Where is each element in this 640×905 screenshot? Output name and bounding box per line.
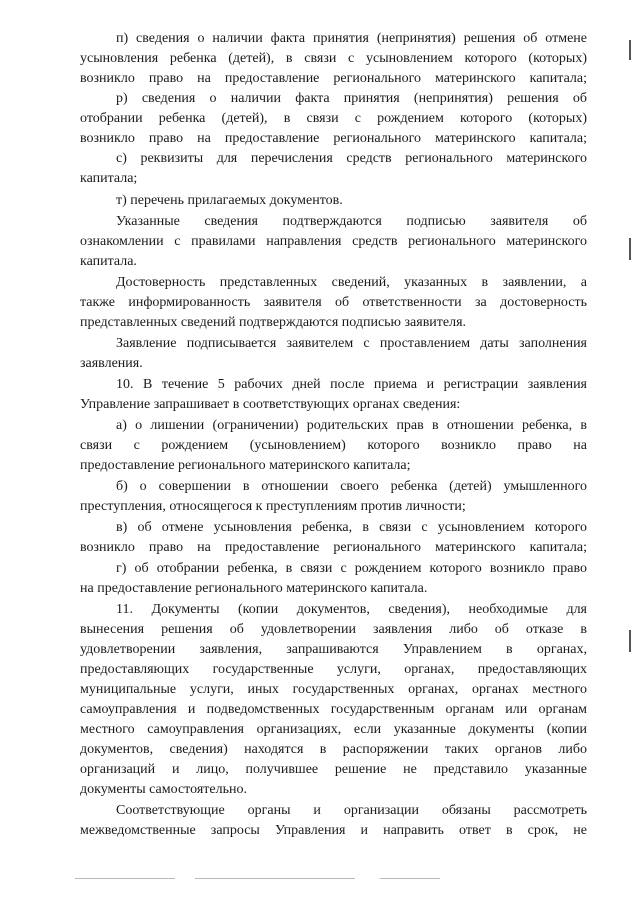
- text-line: Заявление подписывается заявителем с проставлением даты заполнения: [116, 336, 587, 351]
- text-line: преступления, относящегося к преступлениям против личности;: [80, 499, 466, 514]
- text-line: возникло право на предоставление регионального материнского капитала;: [80, 131, 587, 146]
- text-line: вынесения решения об удовлетворении заявления либо об отказе в: [80, 622, 587, 637]
- text-line: связи с рождением (усыновлением) которого возникло право на: [80, 438, 587, 453]
- text-line: заявления.: [80, 356, 143, 371]
- scan-edge-mark: [629, 40, 631, 60]
- footer-rule: [75, 878, 175, 879]
- text-line: 11. Документы (копии документов, сведения), необходимые для: [116, 602, 587, 617]
- text-line: представленных сведений подтверждаются подписью заявителя.: [80, 315, 467, 330]
- text-line: документов, сведения) находятся в распоряжении таких органов либо: [80, 742, 587, 757]
- text-line: самоуправления и подведомственных государственным органам или органам: [80, 702, 587, 717]
- text-line: также информированность заявителя об ответственности за достоверность: [80, 295, 587, 310]
- text-line: т) перечень прилагаемых документов.: [116, 193, 343, 208]
- text-line: 10. В течение 5 рабочих дней после приема и регистрации заявления: [116, 377, 587, 392]
- footer-rule: [380, 878, 440, 879]
- text-line: а) о лишении (ограничении) родительских прав в отношении ребенка, в: [116, 418, 587, 433]
- text-line: организаций и лицо, получившее решение не представило указанные: [80, 762, 587, 777]
- text-line: удовлетворении заявления, запрашиваются Управлением в органах,: [80, 642, 587, 657]
- text-line: р) сведения о наличии факта принятия (непринятия) решения об: [116, 91, 587, 106]
- text-line: капитала.: [80, 254, 137, 269]
- text-line: межведомственные запросы Управления и направить ответ в срок, не: [80, 823, 587, 838]
- text-line: отобрании ребенка (детей), в связи с рождением которого (которых): [80, 111, 587, 126]
- text-line: ознакомлении с правилами направления средств регионального материнского: [80, 234, 587, 249]
- text-line: на предоставление регионального материнского капитала.: [80, 581, 428, 596]
- text-line: муниципальные услуги, иных государственных органах, органах местного: [80, 682, 587, 697]
- text-line: в) об отмене усыновления ребенка, в связи с усыновлением которого: [116, 520, 587, 535]
- text-line: Указанные сведения подтверждаются подписью заявителя об: [116, 214, 587, 229]
- text-line: п) сведения о наличии факта принятия (непринятия) решения об отмене: [116, 31, 587, 46]
- text-line: б) о совершении в отношении своего ребенка (детей) умышленного: [116, 479, 587, 494]
- text-line: возникло право на предоставление регионального материнского капитала;: [80, 540, 587, 555]
- text-line: с) реквизиты для перечисления средств регионального материнского: [116, 151, 587, 166]
- text-line: Достоверность представленных сведений, указанных в заявлении, а: [116, 275, 587, 290]
- text-line: возникло право на предоставление регионального материнского капитала;: [80, 71, 587, 86]
- text-line: местного самоуправления организациях, если указанные документы (копии: [80, 722, 587, 737]
- text-line: г) об отобрании ребенка, в связи с рождением которого возникло право: [116, 561, 587, 576]
- text-line: Управление запрашивает в соответствующих органах сведения:: [80, 397, 461, 412]
- footer-rule: [195, 878, 355, 879]
- text-line: документы самостоятельно.: [80, 782, 247, 797]
- text-line: Соответствующие органы и организации обязаны рассмотреть: [116, 803, 587, 818]
- text-line: предоставление регионального материнского капитала;: [80, 458, 411, 473]
- scan-edge-mark: [629, 238, 631, 260]
- scan-edge-mark: [629, 630, 631, 652]
- text-line: капитала;: [80, 171, 138, 186]
- text-line: предоставляющих государственные услуги, органах, предоставляющих: [80, 662, 587, 677]
- text-line: усыновления ребенка (детей), в связи с усыновлением которого (которых): [80, 51, 587, 66]
